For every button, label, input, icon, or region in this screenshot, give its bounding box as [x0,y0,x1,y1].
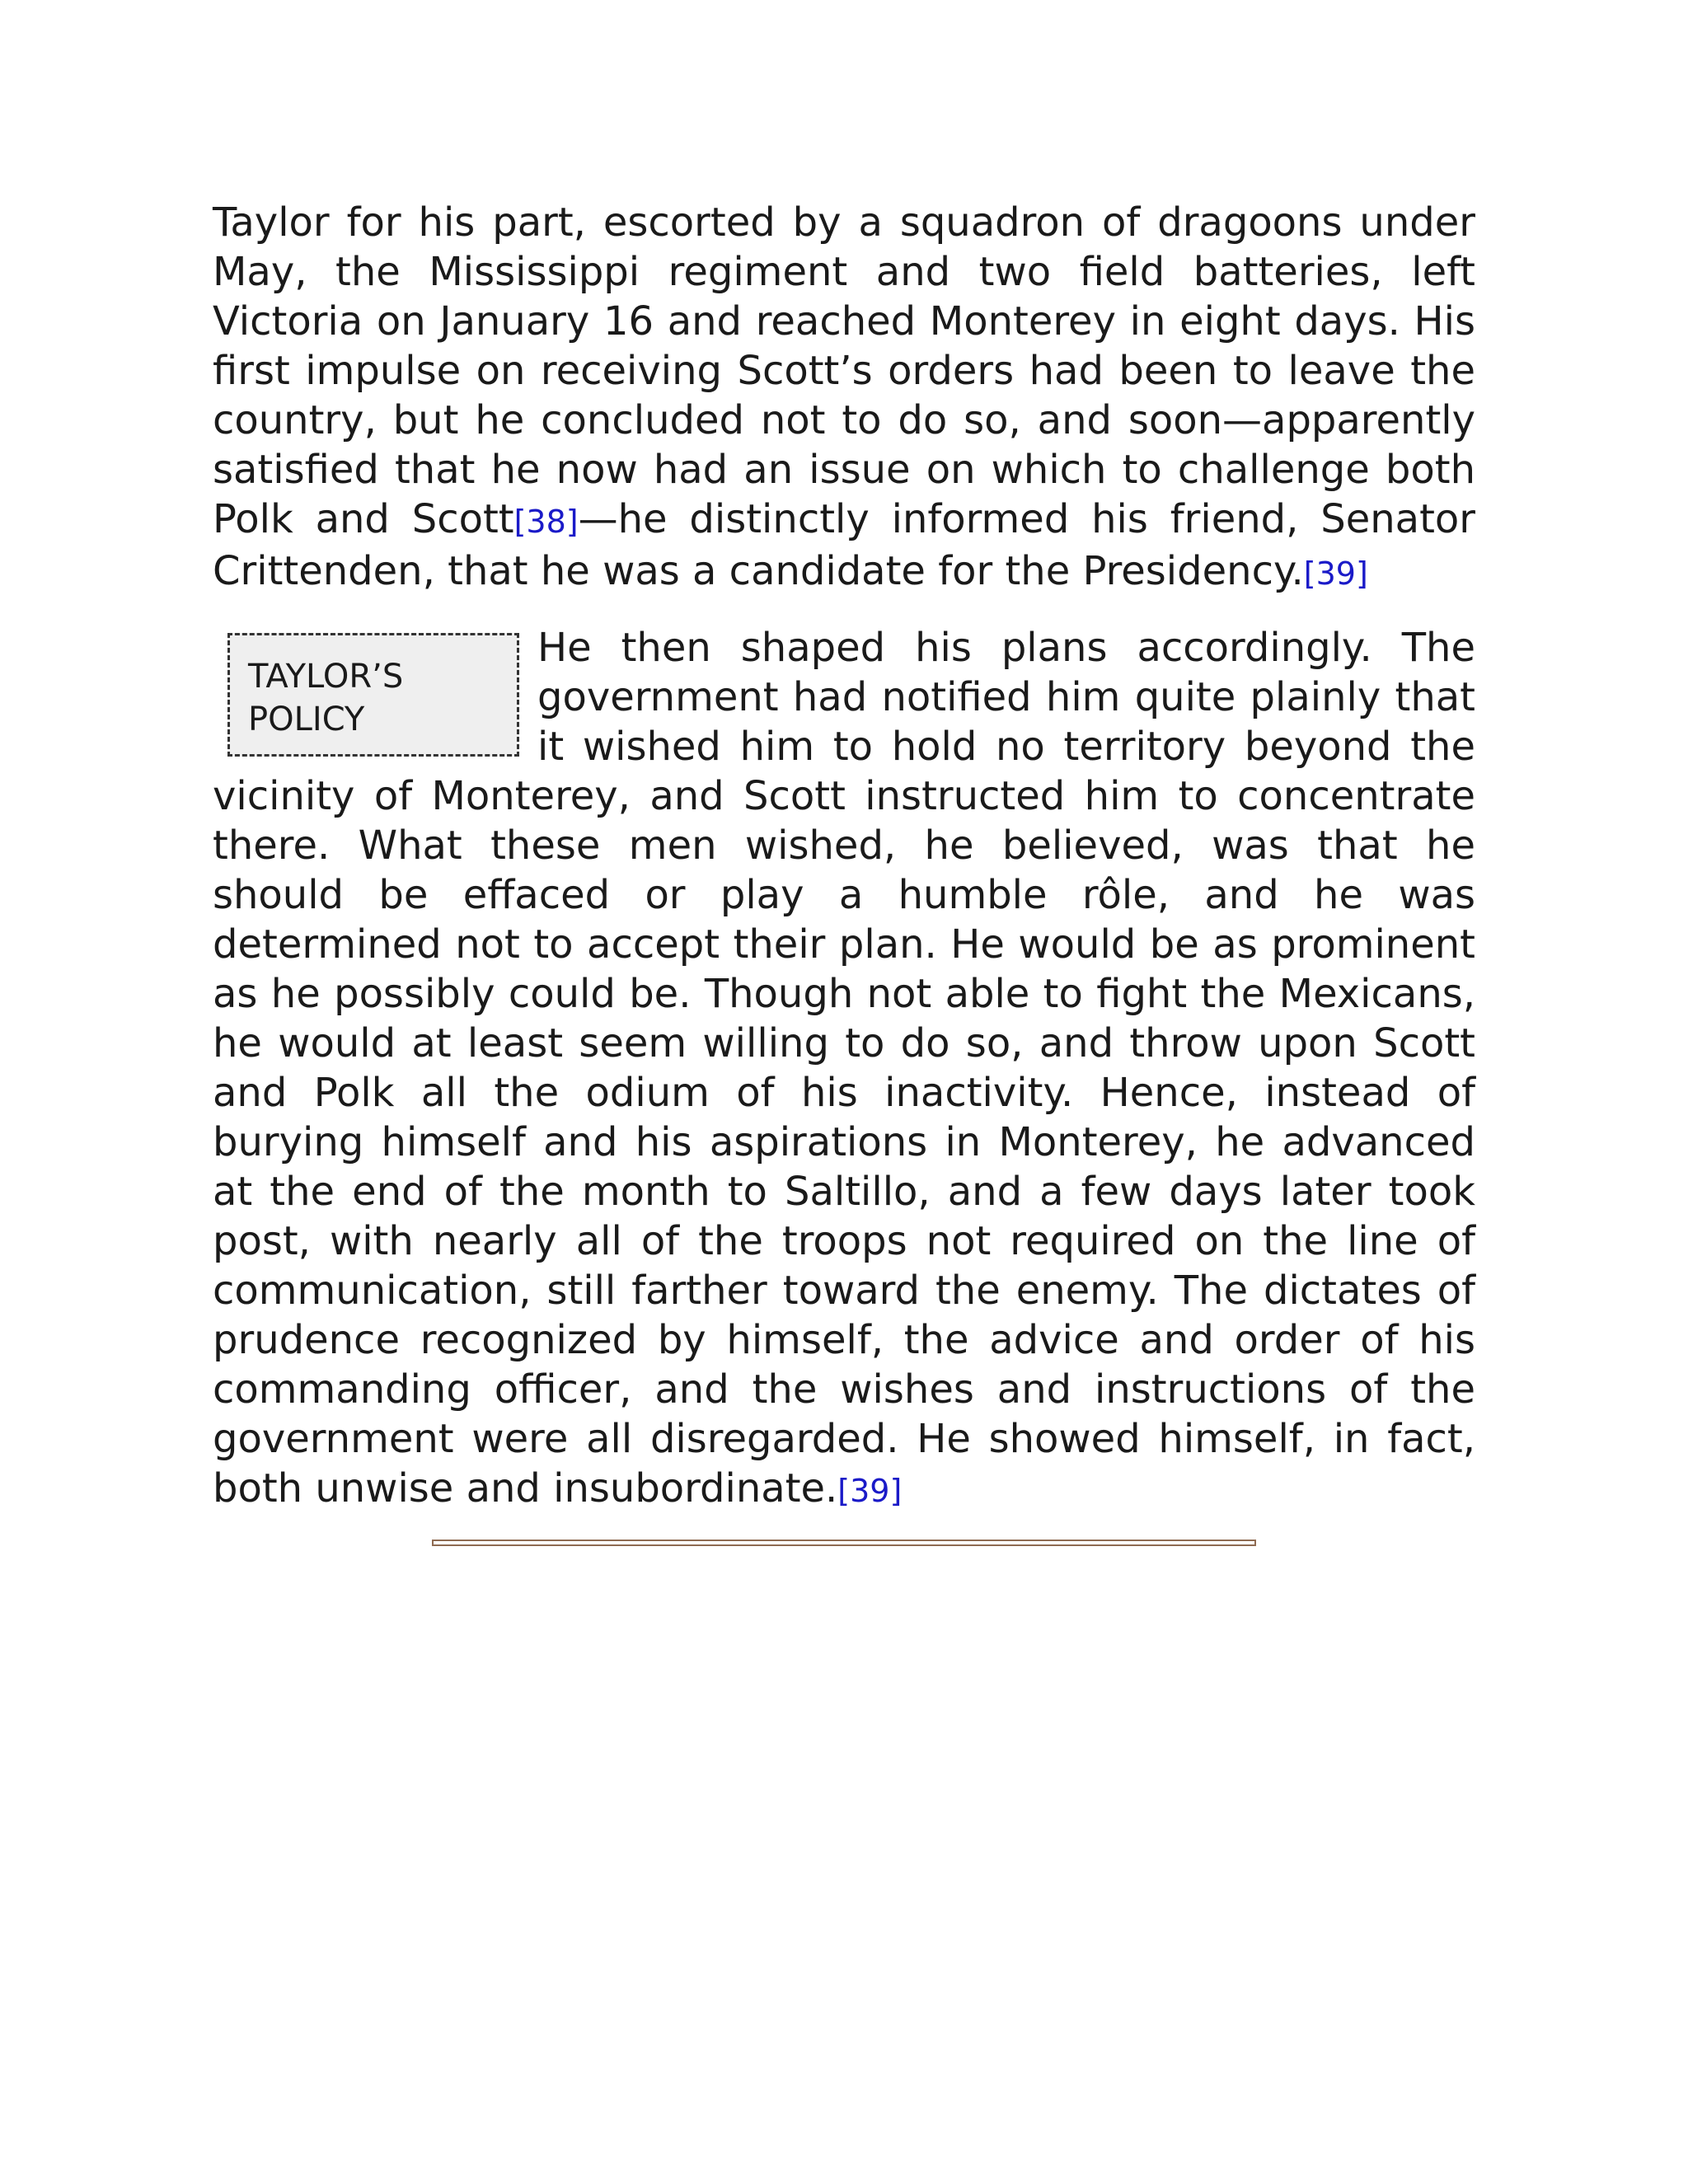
paragraph-1-text-b: —he distinctly informed his friend, Senator Crittenden, that he was a candidate for the Presidency. [213,496,1476,594]
book-page [213,198,1475,1516]
paragraph-taylor-advance [213,198,1475,598]
paragraph-1-text-a: Taylor for his part, escorted by a squadron of dragoons under May, the Mississippi regiment and two field batteries, left Victoria on January 16 and reached Monterey in eight days. His first impulse on receiving Scott’s orders had been to leave the country, but he concluded not to do so, and soon—apparently satisfied that he now had an issue on which to challenge both Polk and Scott [213,199,1475,542]
paragraph-2-text: He then shaped his plans accordingly. The government had notified him quite plainly that it wished him to hold no territory beyond the vicinity of Monterey, and Scott instructed him to concentrate there. What these men wished, he believed, was that he should be effaced or play a humble rôle, and he was determined not to accept their plan. He would be as prominent as he possibly could be. Though not able to fight the Mexicans, he would at least seem willing to do so, and throw upon Scott and Polk all the odium of his inactivity. Hence, instead of burying himself and his aspirations in Monterey, he advanced at the end of the month to Saltillo, and a few days later took post, with nearly all of the troops not required on the line of communication, still farther toward the enemy. The dictates of prudence recognized by himself, the advice and order of his commanding officer, and the wishes and instructions of the government were all disregarded. He showed himself, in fact, both unwise and insubordinate. [213,625,1475,1511]
footnote-link-38[interactable]: [38] [513,504,579,540]
sidenote-box [227,633,519,757]
sidenote-line-1: TAYLOR’S [248,658,404,696]
paragraph-taylor-policy [213,623,1475,1516]
footnote-link-39[interactable]: [39] [1303,555,1368,592]
sidenote-line-2: POLICY [248,701,365,738]
footnote-link-39-second[interactable]: [39] [837,1473,903,1509]
section-divider [432,1540,1256,1546]
